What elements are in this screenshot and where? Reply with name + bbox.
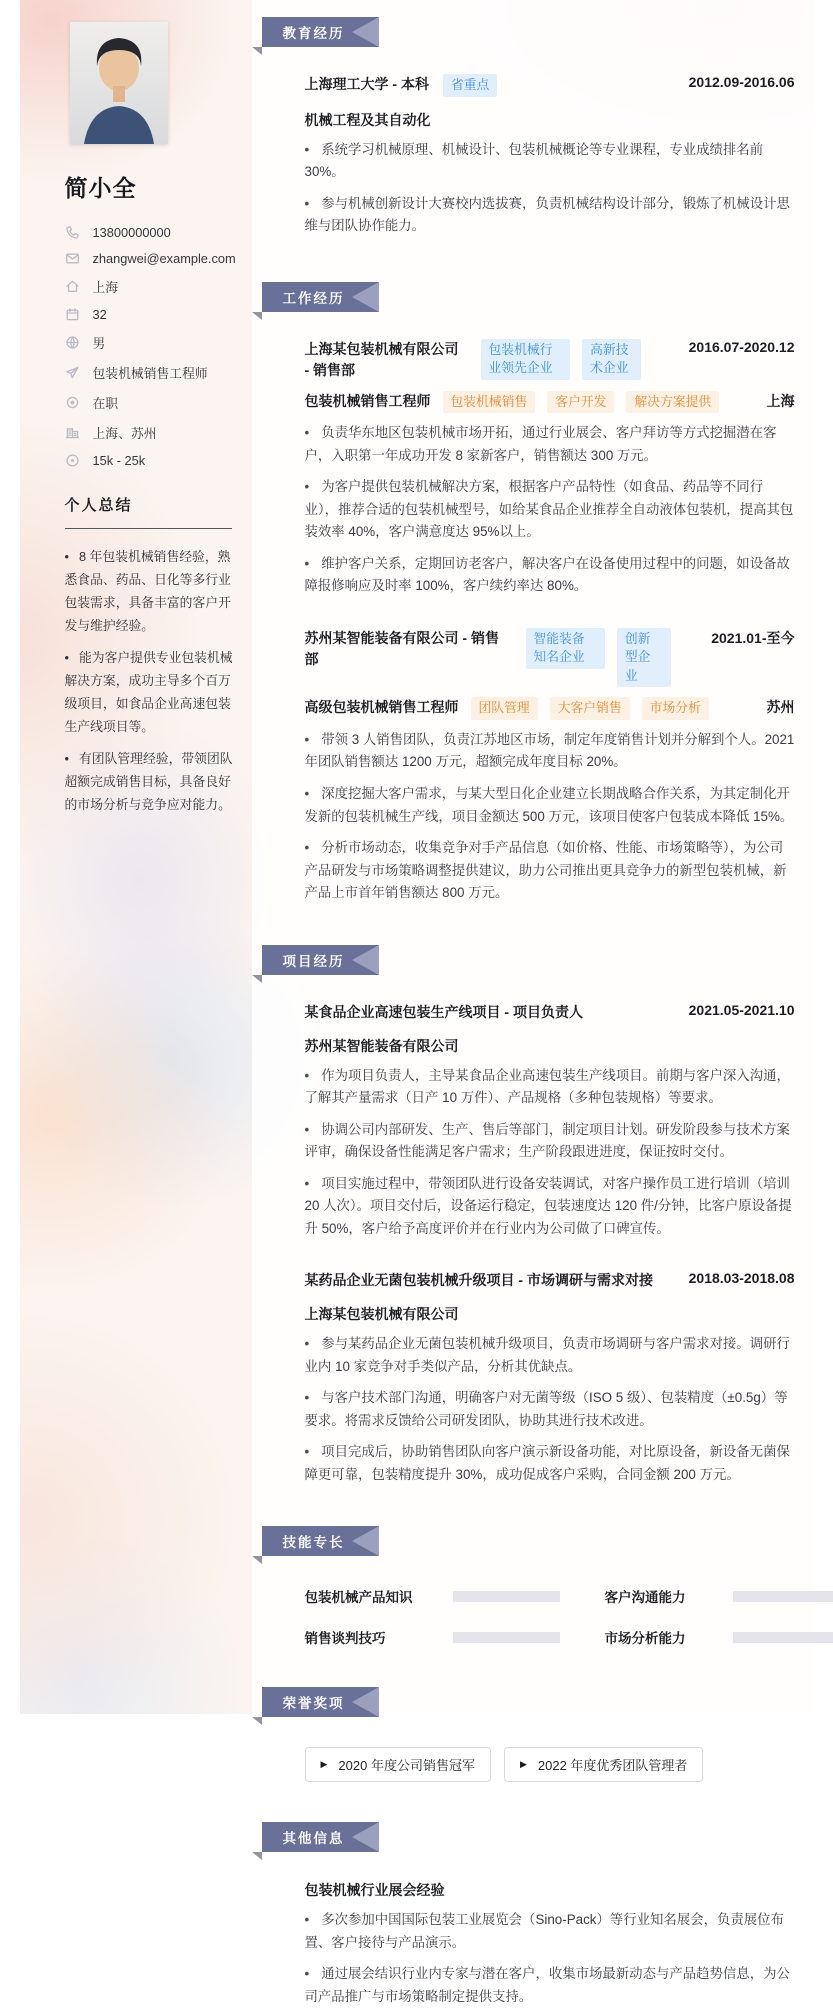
job-location: 上海	[757, 391, 795, 411]
banner-fold	[252, 1717, 262, 1725]
education-body	[252, 74, 814, 238]
project-bullet: • 参与某药品企业无菌包装机械升级项目，负责市场调研与客户需求对接。调研行业内 10 家竞争对手类似产品，分析其优缺点。	[305, 1333, 795, 1378]
gender-icon	[65, 335, 80, 350]
resume-page	[20, 0, 814, 1714]
section-header-label: 荣誉奖项	[283, 1692, 345, 1712]
contact-job-intention	[65, 363, 234, 382]
contact-age	[65, 307, 234, 322]
section-header-label: 教育经历	[283, 22, 345, 42]
project-company: 苏州某智能装备有限公司	[305, 1036, 795, 1056]
award-chip[interactable]	[305, 1747, 491, 1782]
job-date: 2016.07-2020.12	[679, 339, 795, 355]
contact-cities	[65, 423, 234, 442]
contact-value: 上海	[93, 277, 119, 296]
job-tag: 大客户销售	[550, 697, 630, 720]
summary-bullet: • 8 年包装机械销售经验，熟悉食品、药品、日化等多行业包装需求，具备丰富的客户开发与维护经验。	[65, 545, 235, 637]
section-header-work	[262, 282, 379, 312]
job-header	[305, 339, 795, 381]
city-icon	[65, 425, 80, 440]
summary-bullet: • 有团队管理经验，带领团队超额完成销售目标，具备良好的市场分析与竞争应对能力。	[65, 747, 235, 816]
section-header-skills	[262, 1526, 379, 1556]
salary-icon	[65, 453, 80, 468]
job-title-row	[305, 391, 795, 414]
section-header-projects	[262, 945, 379, 975]
candidate-name: 简小全	[65, 170, 234, 203]
contact-location	[65, 277, 234, 296]
skill-bar	[733, 1632, 833, 1643]
award-chip[interactable]	[504, 1747, 703, 1782]
skill-label: 包装机械产品知识	[305, 1586, 413, 1606]
work-body	[252, 339, 814, 905]
contact-value: 上海、苏州	[93, 423, 157, 442]
job-bullet: • 为客户提供包装机械解决方案，根据客户产品特性（如食品、药品等不同行业），推荐合适的包装机械型号，如给某食品企业推荐全自动液体包装机，提高其包装效率 40%，客户满意度达 95%以上。	[305, 476, 795, 544]
contact-value: 13800000000	[93, 225, 171, 240]
job-date: 2021.01-至今	[701, 628, 794, 648]
banner-fold	[252, 1556, 262, 1564]
contact-value: 包装机械销售工程师	[93, 363, 208, 382]
project-bullet: • 项目完成后，协助销售团队向客户演示新设备功能，对比原设备，新设备无菌保障更可靠，包装精度提升 30%，成功促成客户采购，合同金额 200 万元。	[305, 1441, 795, 1486]
skill-item	[305, 1627, 560, 1647]
section-header-education	[262, 17, 379, 47]
play-icon: ▶	[520, 1759, 527, 1770]
banner-chevron-icon	[352, 17, 379, 47]
project-bullet: • 与客户技术部门沟通，明确客户对无菌等级（ISO 5 级）、包装精度（±0.5g）等要求。将需求反馈给公司研发团队，协助其进行技术改进。	[305, 1387, 795, 1432]
projects-body	[252, 1002, 814, 1487]
skill-bar	[733, 1591, 833, 1602]
skill-bar	[453, 1632, 560, 1643]
job-title-row	[305, 697, 795, 720]
summary-title: 个人总结	[65, 494, 232, 529]
project-date: 2018.03-2018.08	[679, 1270, 795, 1286]
status-icon	[65, 395, 80, 410]
contact-value: zhangwei@example.com	[93, 251, 236, 266]
section-header-honors	[262, 1687, 379, 1717]
job-bullet: • 维护客户关系，定期回访老客户，解决客户在设备使用过程中的问题，如设备故障报修响应及时率 100%，客户续约率达 80%。	[305, 553, 795, 598]
job-tag: 解决方案提供	[626, 391, 719, 414]
project-header	[305, 1270, 795, 1291]
education-item-header	[305, 74, 795, 97]
other-body	[252, 1880, 814, 2008]
home-icon	[65, 279, 80, 294]
skill-bar	[453, 1591, 560, 1602]
job-bullet: • 负责华东地区包装机械市场开拓，通过行业展会、客户拜访等方式挖掘潜在客户，入职第一年成功开发 8 家新客户，销售额达 300 万元。	[305, 422, 795, 467]
project-bullet: • 项目实施过程中，带领团队进行设备安装调试，对客户操作员工进行培训（培训 20 人次）。项目交付后，设备运行稳定，包装速度达 120 件/分钟，比客户原设备提升 50%，客户给予高度评价并在行业内为公司做了口碑宣传。	[305, 1173, 795, 1241]
education-date: 2012.09-2016.06	[679, 74, 795, 90]
job-tag: 客户开发	[547, 391, 614, 414]
contact-gender	[65, 333, 234, 352]
email-icon	[65, 251, 80, 266]
job-location: 苏州	[757, 697, 795, 717]
major: 机械工程及其自动化	[305, 110, 795, 130]
project-bullet: • 协调公司内部研发、生产、售后等部门，制定项目计划。研发阶段参与技术方案评审，确保设备性能满足客户需求；生产阶段跟进进度，保证按时交付。	[305, 1119, 795, 1164]
banner-chevron-icon	[352, 1822, 379, 1852]
job-header	[305, 628, 795, 688]
company-tag: 智能装备知名企业	[526, 628, 605, 669]
education-bullet: • 系统学习机械原理、机械设计、包装机械概论等专业课程，专业成绩排名前 30%。	[305, 139, 795, 184]
contact-value: 32	[93, 307, 107, 322]
section-header-label: 项目经历	[283, 950, 345, 970]
sidebar	[20, 0, 252, 1714]
section-header-other	[262, 1822, 379, 1852]
summary-bullet: • 能为客户提供专业包装机械解决方案，成功主导多个百万级项目，如食品企业高速包装生产线项目等。	[65, 646, 235, 738]
contact-list	[65, 225, 234, 468]
company-tag: 高新技术企业	[582, 339, 641, 380]
skill-label: 市场分析能力	[605, 1627, 686, 1647]
skill-item	[605, 1627, 833, 1647]
school-tag: 省重点	[443, 74, 497, 97]
project-title: 某食品企业高速包装生产线项目 - 项目负责人	[305, 1002, 583, 1023]
award-label: 2022 年度优秀团队管理者	[538, 1755, 688, 1774]
skill-label: 客户沟通能力	[605, 1586, 686, 1606]
skill-label: 销售谈判技巧	[305, 1627, 386, 1647]
job-title: 包装机械销售工程师	[305, 391, 431, 412]
job-bullet: • 带领 3 人销售团队，负责江苏地区市场，制定年度销售计划并分解到个人。2021 年团队销售额达 1200 万元，超额完成年度目标 20%。	[305, 729, 795, 774]
banner-fold	[252, 312, 262, 320]
banner-chevron-icon	[352, 1687, 379, 1717]
profile-photo	[70, 22, 168, 144]
age-icon	[65, 307, 80, 322]
contact-status	[65, 393, 234, 412]
play-icon: ▶	[321, 1759, 328, 1770]
job-tag: 团队管理	[471, 697, 538, 720]
project-company: 上海某包装机械有限公司	[305, 1304, 795, 1324]
banner-fold	[252, 975, 262, 983]
other-bullet: • 多次参加中国国际包装工业展览会（Sino-Pack）等行业知名展会，负责展位布置、客户接待与产品演示。	[305, 1909, 795, 1954]
skill-item	[305, 1586, 560, 1606]
education-bullet: • 参与机械创新设计大赛校内选拔赛，负责机械结构设计部分，锻炼了机械设计思维与团队协作能力。	[305, 193, 795, 238]
contact-phone	[65, 225, 234, 240]
school-name: 上海理工大学 - 本科	[305, 74, 429, 95]
banner-chevron-icon	[352, 945, 379, 975]
company-name: 上海某包装机械有限公司 - 销售部	[305, 339, 465, 381]
other-bullet: • 通过展会结识行业内专家与潜在客户，收集市场最新动态与产品趋势信息，为公司产品推广与市场策略制定提供支持。	[305, 1963, 795, 2008]
banner-chevron-icon	[352, 282, 379, 312]
summary-list	[65, 545, 235, 816]
company-tag: 包装机械行业领先企业	[481, 339, 571, 380]
award-label: 2020 年度公司销售冠军	[338, 1755, 475, 1774]
company-name: 苏州某智能装备有限公司 - 销售部	[305, 628, 510, 670]
project-date: 2021.05-2021.10	[679, 1002, 795, 1018]
skill-item	[605, 1586, 833, 1606]
job-tag: 包装机械销售	[443, 391, 536, 414]
job-title: 高级包装机械销售工程师	[305, 697, 459, 718]
main-content	[252, 0, 814, 1714]
banner-fold	[252, 47, 262, 55]
banner-fold	[252, 1852, 262, 1860]
contact-salary	[65, 453, 234, 468]
job-icon	[65, 365, 80, 380]
project-bullet: • 作为项目负责人，主导某食品企业高速包装生产线项目。前期与客户深入沟通，了解其产量需求（日产 10 万件）、产品规格（多种包装规格）等要求。	[305, 1065, 795, 1110]
company-tag: 创新型企业	[617, 628, 671, 688]
job-bullet: • 深度挖掘大客户需求，与某大型日化企业建立长期战略合作关系，为其定制化开发新的包装机械生产线，项目金额达 500 万元，该项目使客户包装成本降低 15%。	[305, 783, 795, 828]
project-title: 某药品企业无菌包装机械升级项目 - 市场调研与需求对接	[305, 1270, 653, 1291]
contact-value: 男	[93, 333, 106, 352]
other-subtitle: 包装机械行业展会经验	[305, 1880, 795, 1900]
phone-icon	[65, 225, 80, 240]
job-bullet: • 分析市场动态，收集竞争对手产品信息（如价格、性能、市场策略等），为公司产品研发与市场策略调整提供建议，助力公司推出更具竞争力的新型包装机械，新产品上市首年销售额达 800 万元。	[305, 837, 795, 905]
skills-body	[252, 1586, 814, 1647]
contact-email	[65, 251, 234, 266]
contact-value: 在职	[93, 393, 119, 412]
project-header	[305, 1002, 795, 1023]
honors-body	[252, 1747, 814, 1782]
banner-chevron-icon	[352, 1526, 379, 1556]
section-header-label: 工作经历	[283, 287, 345, 307]
section-header-label: 技能专长	[283, 1531, 345, 1551]
job-tag: 市场分析	[642, 697, 709, 720]
contact-value: 15k - 25k	[93, 453, 146, 468]
section-header-label: 其他信息	[283, 1827, 345, 1847]
